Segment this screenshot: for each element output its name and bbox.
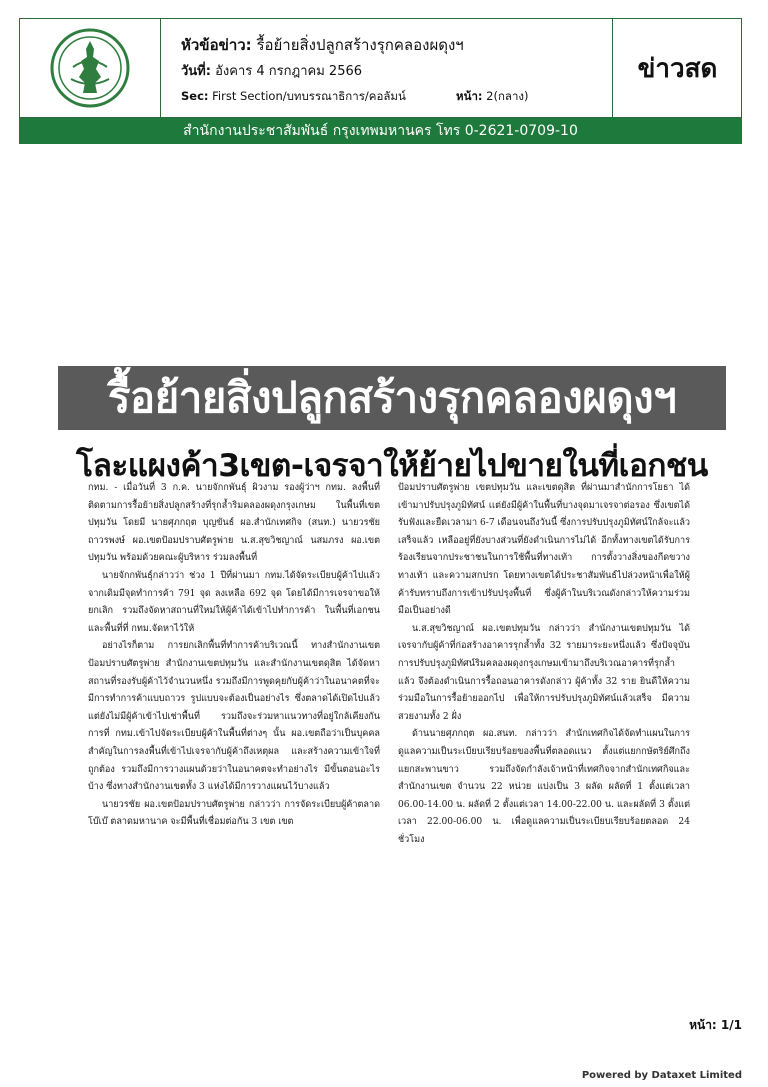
news-tag-cell <box>612 19 742 117</box>
page-row <box>456 88 529 106</box>
news-info <box>161 19 611 117</box>
article-column-right <box>398 480 690 849</box>
bma-logo-cell <box>20 19 161 117</box>
section-value: First Section/บทบรรณาธิการ/คอลัมน์ <box>212 89 406 103</box>
footer-page-number: หน้า: 1/1 <box>689 1018 742 1032</box>
page-label: หน้า: <box>456 89 483 103</box>
article-title: รื้อย้ายสิ่งปลูกสร้างรุกคลองผดุงฯ <box>107 373 677 422</box>
date-label: วันที่: <box>181 64 211 79</box>
date-value: อังคาร 4 กรกฎาคม 2566 <box>215 64 363 79</box>
article-paragraph: อย่างไรก็ตาม การยกเลิกพื้นที่ทำการค้าบริเวณนี้ ทางสำนักงานเขตป้อมปราบศัตรูพ่าย สำนักงานเขตปทุมวัน และสำนักงานเขตดุสิต ได้จัดหาสถานที่รองรับผู้ค้าไว้จำนวนหนึ่ง รวมถึงมีการพูดคุยกับผู้ค้าว่าในอนาคตที่จะมีการทำการค้าแบบถาวร รูปแบบจะต้องเป็นอย่างไร ซึ่งตลาดได้เปิดไปแล้วแต่ยังไม่มีผู้ค้าเข้าไปเช่าพื้นที่ รวมถึงจะร่วมหาแนวทางที่อยู่ใกล้เคียงกัน การที่ กทม.เข้าไปจัดระเบียบผู้ค้าในพื้นที่ต่างๆ นั้น ผอ.เขตถือว่าเป็นบุคคลสำคัญในการลงพื้นที่เข้าไปเจรจากับผู้ค้าถึงเหตุผล และสร้างความเข้าใจที่ถูกต้อง รวมถึงมีการวางแผนด้วยว่าในอนาคตจะทำอย่างไร มีขั้นตอนอะไรบ้าง ซึ่งทางสำนักงานเขตทั้ง 3 แห่งได้มีการวางแผนไว้บางแล้ว <box>88 641 380 793</box>
section-row <box>181 88 406 106</box>
article-paragraph: นายวรชัย ผอ.เขตป้อมปราบศัตรูพ่าย กล่าวว่า การจัดระเบียบผู้ค้าตลาดโบ๊เบ๊ ตลาดมหานาค จะมีพื้นที่เชื่อมต่อกัน 3 เขต เขต <box>88 799 380 828</box>
header-box <box>19 18 742 118</box>
article-column-left <box>88 480 380 832</box>
article-paragraph: กทม. - เมื่อวันที่ 3 ก.ค. นายจักกพันธุ์ ผิวงาม รองผู้ว่าฯ กทม. ลงพื้นที่ติดตามการรื้อย้ายสิ่งปลูกสร้างที่รุกล้ำริมคลองผดุงกรุงเกษม ในพื้นที่เขตปทุมวัน โดยมี นายศุภกฤต บุญขันธ์ ผอ.สำนักเทศกิจ (สนท.) นายวรชัย ถาวรพงษ์ ผอ.เขตป้อมปราบศัตรูพ่าย น.ส.สุขวิชญาณ์ นสมภรง ผอ.เขตปทุมวัน พร้อมด้วยคณะผู้บริหาร ร่วมลงพื้นที่ <box>88 483 380 564</box>
bma-seal-icon <box>49 27 131 109</box>
newspaper-name: ข่าวสด <box>637 53 718 84</box>
headline-label: หัวข้อข่าว: <box>181 36 252 54</box>
article-paragraph: ด้านนายศุภกฤต ผอ.สนท. กล่าวว่า สำนักเทศกิจได้จัดทำแผนในการดูแลความเป็นระเบียบเรียบร้อยของพื้นที่ตลอดแนว ตั้งแต่แยกกษัตริย์ศึกถึงแยกสะพานขาว รวมถึงจัดกำลังเจ้าหน้าที่เทศกิจจากสำนักเทศกิจและสำนักงานเขต จำนวน 22 หน่วย แบ่งเป็น 3 ผลัด ผลัดที่ 1 ตั้งแต่เวลา 06.00-14.00 น. ผลัดที่ 2 ตั้งแต่เวลา 14.00-22.00 น. และผลัดที่ 3 ตั้งแต่เวลา 22.00-06.00 น. เพื่อดูแลความเป็นระเบียบเรียบร้อยตลอด 24 ชั่วโมง <box>398 729 690 845</box>
article-paragraph: ป้อมปราบศัตรูพ่าย เขตปทุมวัน และเขตดุสิต ที่ผ่านมาสำนักการโยธา ได้เข้ามาปรับปรุงภูมิทัศน์ เเต่ยังมีผู้ค้าในพื้นที่บางจุดมาเจรจาต่อรอง ซึ่งเขตได้รับฟังและยืดเวลามา 6-7 เดือนจนถึงวันนี้ ซึ่งการปรับปรุงภูมิทัศน์ใกล้จะแล้วเสร็จแล้ว เหลืออยู่ที่ยังบางส่วนที่ยังดำเนินการไม่ได้ อีกทั้งทางเขตได้รับการร้องเรียนจากประชาชนในการใช้พื้นที่ทางเท้า การตั้งวางสิ่งของกีดขวางทางเท้า และความสกปรก โดยทางเขตได้ประชาสัมพันธ์ไปล่วงหน้าเพื่อให้ผู้ค้ารับทราบถึงการเข้าปรับปรุงพื้นที่ ซึ่งผู้ค้าในบริเวณดังกล่าวให้ความร่วมมือเป็นอย่างดี <box>398 483 690 617</box>
office-bar: สำนักงานประชาสัมพันธ์ กรุงเทพมหานคร โทร 0-2621-0709-10 <box>19 118 742 144</box>
footer-powered-by: Powered by Dataxet Limited <box>581 1070 742 1081</box>
headline-value: รื้อย้ายสิ่งปลูกสร้างรุกคลองผดุงฯ <box>256 36 464 54</box>
article-title-bar <box>58 366 726 430</box>
section-label: Sec: <box>181 89 209 103</box>
article-paragraph: นายจักกพันธุ์กล่าวว่า ช่วง 1 ปีที่ผ่านมา กทม.ได้จัดระเบียบผู้ค้าไปแล้ว จากเดิมมีจุดทำการค้า 791 จุด ลงเหลือ 692 จุด โดยได้มีการเจรจาขอให้ยกเลิก รวมถึงจัดหาสถานที่ใหม่ให้ผู้ค้าได้เข้าไปทำการค้า ในพื้นที่เอกชนและพื้นที่ที่ กทม.จัดหาไว้ให้ <box>88 570 380 634</box>
date-row <box>181 60 362 81</box>
article-subtitle: โละแผงค้า3เขต-เจรจาให้ย้ายไปขายในที่เอกชน <box>76 448 708 484</box>
article-paragraph: น.ส.สุขวิชญาณ์ ผอ.เขตปทุมวัน กล่าวว่า สำนักงานเขตปทุมวัน ได้เจรจากับผู้ค้าที่ก่อสร้างอาคารรุกล้ำทั้ง 32 รายมาระยะหนึ่งแล้ว ซึ่งปัจจุบันการปรับปรุงภูมิทัศน์ริมคลองผดุงกรุงเกษมเข้ามาถึงบริเวณอาคารที่รุกล้ำแล้ว จึงต้องดำเนินการรื้อถอนอาคารดังกล่าว ผู้ค้าทั้ง 32 ราย ยินดีให้ความร่วมมือในการรื้อย้ายออกไป เพื่อให้การปรับปรุงภูมิทัศน์แล้วเสร็จ มีความสวยงามทั้ง 2 ฝั่ง <box>398 623 690 722</box>
headline-row <box>181 33 464 57</box>
page-value: 2(กลาง) <box>486 89 529 103</box>
